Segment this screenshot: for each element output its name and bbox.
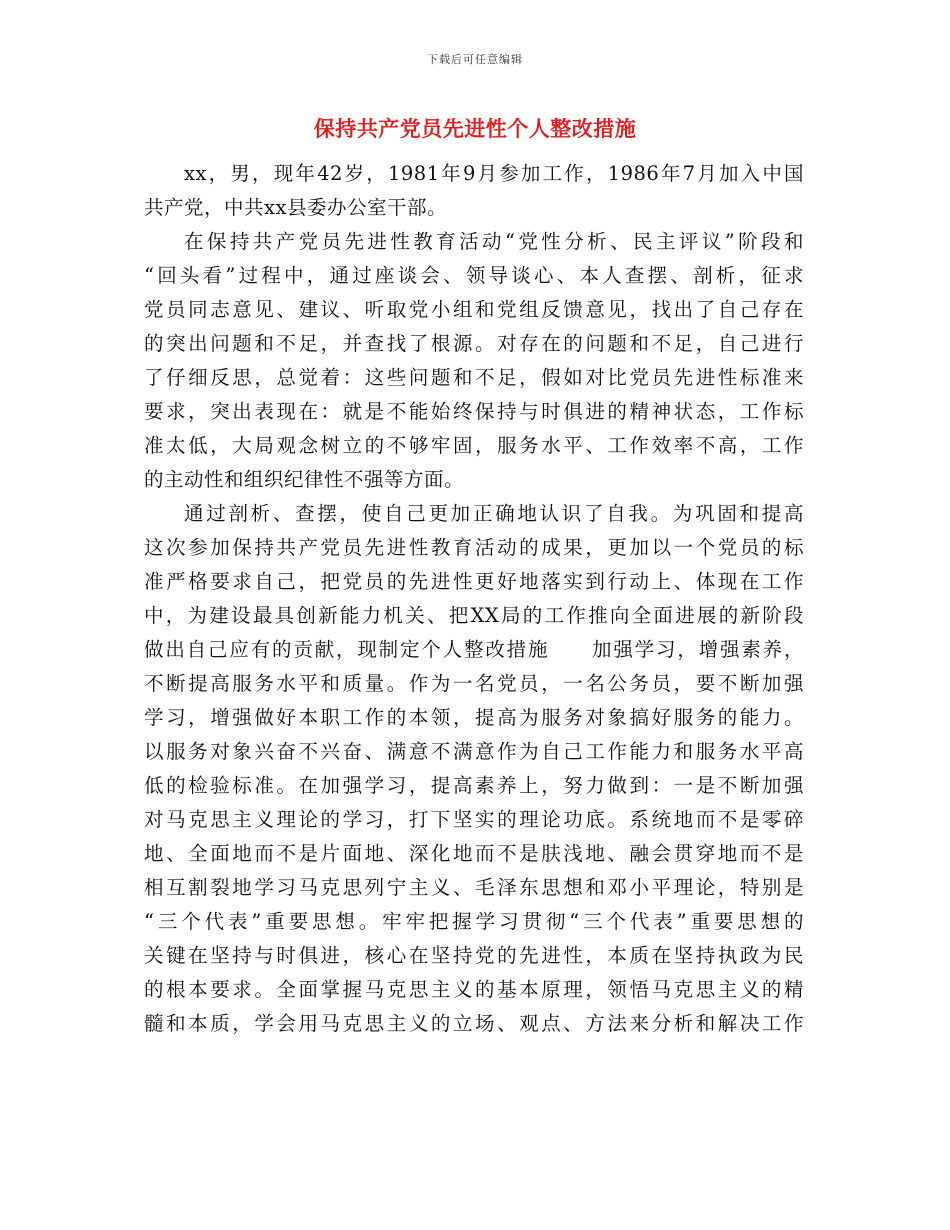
body-line: 中，为建设最具创新能力机关、把XX局的工作推向全面进展的新阶段	[144, 604, 804, 627]
body-line: “三个代表”重要思想。牢牢把握学习贯彻“三个代表”重要思想的	[144, 910, 804, 933]
body-line: 的主动性和组织纪律性不强等方面。	[144, 468, 465, 491]
body-line: 的根本要求。全面掌握马克思主义的基本原理，领悟马克思主义的精	[144, 978, 804, 1001]
body-line: 学习，增强做好本职工作的本领，提高为服务对象搞好服务的能力。	[144, 706, 804, 729]
body-line: 以服务对象兴奋不兴奋、满意不满意作为自己工作能力和服务水平高	[144, 740, 804, 763]
body-line: 低的检验标准。在加强学习，提高素养上，努力做到：一是不断加强	[144, 774, 804, 797]
body-line: 的突出问题和不足，并查找了根源。对存在的问题和不足，自己进行	[144, 332, 804, 355]
document-title: 保持共产党员先进性个人整改措施	[313, 116, 637, 141]
body-line: 关键在坚持与时俱进，核心在坚持党的先进性，本质在坚持执政为民	[144, 944, 804, 967]
body-line: 地、全面地而不是片面地、深化地而不是肤浅地、融会贯穿地而不是	[144, 842, 804, 865]
body-line: 党员同志意见、建议、听取党小组和党组反馈意见，找出了自己存在	[144, 298, 804, 321]
body-line: 这次参加保持共产党员先进性教育活动的成果，更加以一个党员的标	[144, 536, 804, 559]
body-line: 通过剖析、查摆，使自己更加正确地认识了自我。为巩固和提高	[184, 502, 804, 525]
body-line: 共产党，中共xx县委办公室干部。	[144, 196, 447, 219]
body-line: “回头看”过程中，通过座谈会、领导谈心、本人查摆、剖析，征求	[144, 264, 804, 287]
body-line: 对马克思主义理论的学习，打下坚实的理论功底。系统地而不是零碎	[144, 808, 804, 831]
body-line: 做出自己应有的贡献，现制定个人整改措施 加强学习，增强素养，	[144, 638, 804, 661]
body-line: xx，男，现年42岁，1981年9月参加工作，1986年7月加入中国	[184, 162, 804, 185]
body-line: 相互割裂地学习马克思列宁主义、毛泽东思想和邓小平理论，特别是	[144, 876, 804, 899]
body-line: 要求，突出表现在：就是不能始终保持与时俱进的精神状态，工作标	[144, 400, 804, 423]
body-line: 不断提高服务水平和质量。作为一名党员，一名公务员，要不断加强	[144, 672, 804, 695]
body-line: 了仔细反思，总觉着：这些问题和不足，假如对比党员先进性标准来	[144, 366, 804, 389]
body-line: 髓和本质，学会用马克思主义的立场、观点、方法来分析和解决工作	[144, 1012, 804, 1035]
document-body	[144, 157, 804, 1041]
body-line: 准太低，大局观念树立的不够牢固，服务水平、工作效率不高，工作	[144, 434, 804, 457]
header-note: 下载后可任意编辑	[427, 53, 523, 66]
body-line: 准严格要求自己，把党员的先进性更好地落实到行动上、体现在工作	[144, 570, 804, 593]
body-line: 在保持共产党员先进性教育活动“党性分析、民主评议”阶段和	[184, 230, 804, 253]
